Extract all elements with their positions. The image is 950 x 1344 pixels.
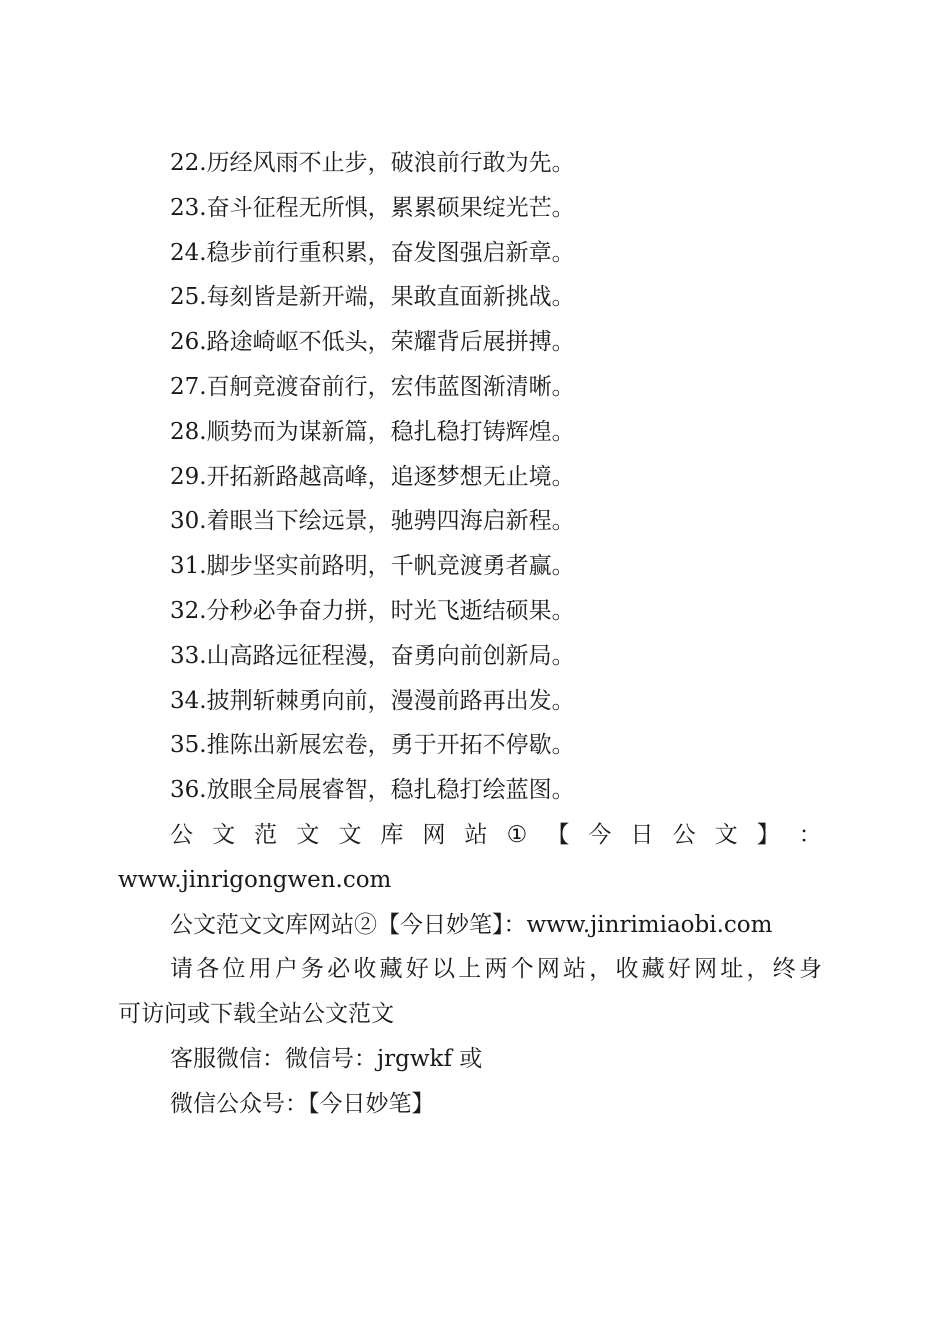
slogan-25: 25.每刻皆是新开端，果敢直面新挑战。 <box>170 284 575 311</box>
site1-label-char: 文 <box>212 821 236 848</box>
site1-label-char: 网 <box>422 821 446 848</box>
site1-label-char: 今 <box>588 821 612 848</box>
slogan-29: 29.开拓新路越高峰，追逐梦想无止境。 <box>170 463 575 490</box>
notice-line-1-char: 用 <box>248 956 272 983</box>
notice-line-1-char: 网 <box>694 956 718 983</box>
document-body <box>118 141 822 1127</box>
slogan-22: 22.历经风雨不止步，破浪前行敢为先。 <box>170 150 575 176</box>
slogan-24: 24.稳步前行重积累，奋发图强启新章。 <box>170 239 575 266</box>
notice-line-1-char: 以 <box>432 956 456 983</box>
slogan-31: 31.脚步坚实前路明，千帆竞渡勇者赢。 <box>170 553 575 580</box>
notice-line-1-char: 好 <box>667 956 691 983</box>
site1-label-char: 公 <box>170 821 193 848</box>
slogan-36: 36.放眼全局展睿智，稳扎稳打绘蓝图。 <box>170 777 575 804</box>
site1-url: www.jinrigongwen.com <box>118 866 392 893</box>
site1-label-char: 】 <box>756 821 780 848</box>
notice-line-1-char: 站 <box>563 956 587 983</box>
notice-line-1-char: 位 <box>222 956 246 983</box>
notice-line-1-char: 藏 <box>379 956 403 983</box>
site1-label <box>118 813 822 858</box>
slogan-35: 35.推陈出新展宏卷，勇于开拓不停歇。 <box>170 732 575 759</box>
site1-label-char: 公 <box>672 821 696 848</box>
notice-line-1 <box>118 947 822 992</box>
site1-label-char: 文 <box>338 821 362 848</box>
slogan-32: 32.分秒必争奋力拼，时光飞逝结硕果。 <box>170 597 575 624</box>
notice-line-2: 可访问或下载全站公文范文 <box>118 1001 394 1028</box>
site1-label-char: 站 <box>464 821 488 848</box>
notice-line-1-char: 网 <box>536 956 560 983</box>
notice-line-1-char: 请 <box>170 956 193 983</box>
customer-service-line: 客服微信：微信号：jrgwkf 或 <box>170 1045 483 1072</box>
slogan-28: 28.顺势而为谋新篇，稳扎稳打铸辉煌。 <box>170 418 575 445</box>
site1-label-char: 范 <box>254 821 278 848</box>
site1-label-char: 文 <box>714 821 738 848</box>
notice-line-1-char: 收 <box>615 956 639 983</box>
slogan-27: 27.百舸竞渡奋前行，宏伟蓝图渐清晰。 <box>170 373 575 400</box>
notice-line-1-char: 藏 <box>641 956 665 983</box>
site1-label-char: 日 <box>630 821 654 848</box>
notice-line-1-char: 身 <box>798 956 822 983</box>
notice-line-1-char: 上 <box>458 956 482 983</box>
slogan-23: 23.奋斗征程无所惧，累累硕果绽光芒。 <box>170 194 575 221</box>
site1-label-char: 文 <box>296 821 320 848</box>
footer-notice <box>118 813 822 1127</box>
notice-line-1-char: 个 <box>510 956 534 983</box>
notice-line-1-char: 必 <box>327 956 351 983</box>
slogan-30: 30.着眼当下绘远景，驰骋四海启新程。 <box>170 508 575 535</box>
slogan-list <box>118 141 822 813</box>
slogan-33: 33.山高路远征程漫，奋勇向前创新局。 <box>170 642 575 669</box>
notice-line-1-char: 址 <box>720 956 744 983</box>
site1-label-char: 【 <box>546 821 570 848</box>
notice-line-1-char: 收 <box>353 956 377 983</box>
site1-label-char: ： <box>798 821 822 848</box>
official-account-line: 微信公众号：【今日妙笔】 <box>170 1090 435 1117</box>
slogan-34: 34.披荆斩棘勇向前，漫漫前路再出发。 <box>170 687 575 714</box>
notice-line-1-char: 务 <box>301 956 325 983</box>
notice-line-1-char: 好 <box>405 956 429 983</box>
site1-label-char: 库 <box>380 821 404 848</box>
notice-line-1-char: 各 <box>196 956 220 983</box>
site2-line: 公文范文文库网站②【今日妙笔】：www.jinrimiaobi.com <box>170 911 773 938</box>
notice-line-1-char: 终 <box>772 956 796 983</box>
notice-line-1-char: ， <box>746 956 770 983</box>
notice-line-1-char: ， <box>589 956 613 983</box>
notice-line-1-char: 户 <box>274 956 298 983</box>
slogan-26: 26.路途崎岖不低头，荣耀背后展拼搏。 <box>170 329 575 356</box>
notice-line-1-char: 两 <box>484 956 508 983</box>
site1-label-char: ① <box>506 821 528 848</box>
